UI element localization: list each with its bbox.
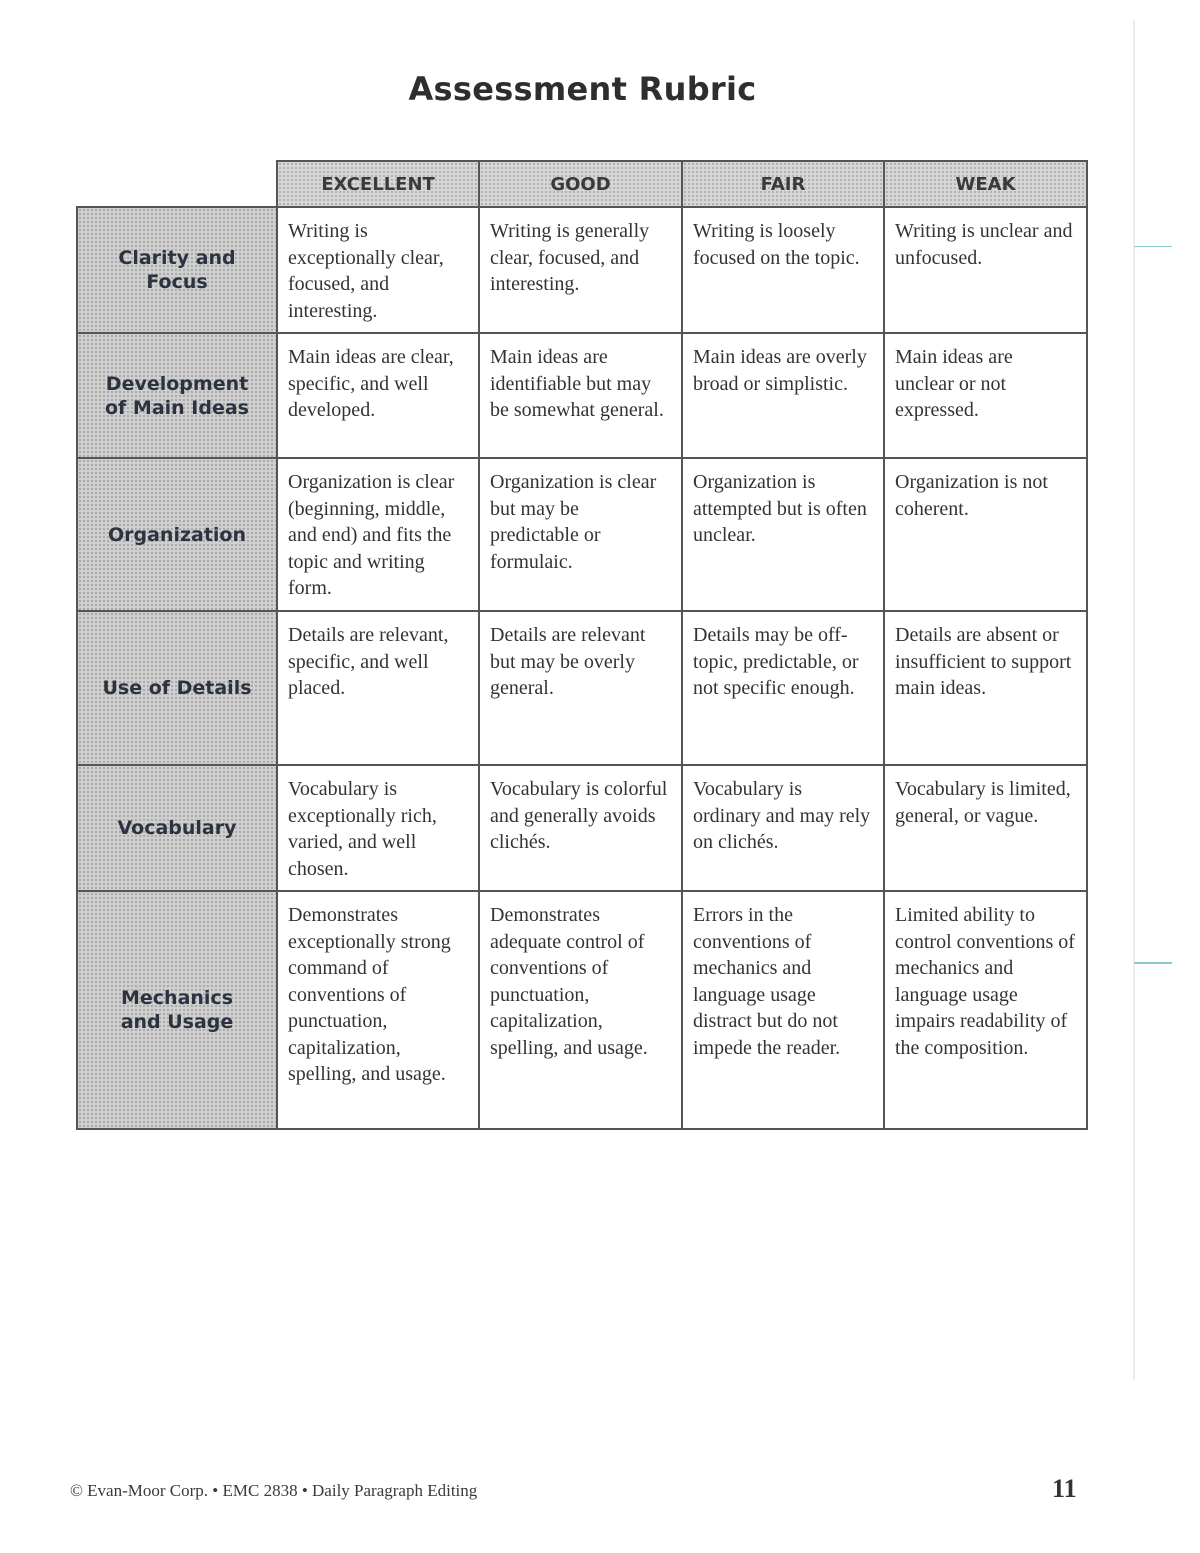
row-header-mechanics (77, 891, 277, 1129)
rubric-header-row (77, 161, 1087, 207)
rubric-cell: Writing is loosely focused on the topic. (682, 207, 884, 333)
rubric-cell: Details are relevant but may be overly general. (479, 611, 682, 765)
rubric-cell: Main ideas are identifiable but may be somewhat general. (479, 333, 682, 458)
rubric-cell: Limited ability to control conventions of mechanics and language usage impairs readability of the composition. (884, 891, 1087, 1129)
column-header-good: GOOD (479, 161, 682, 207)
row-header-clarity (77, 207, 277, 333)
rubric-row-development (77, 333, 1087, 458)
rubric-cell: Writing is generally clear, focused, and interesting. (479, 207, 682, 333)
row-header-line: and Usage (120, 1011, 234, 1033)
rubric-cell: Vocabulary is ordinary and may rely on clichés. (682, 765, 884, 891)
rubric-cell: Organization is clear but may be predictable or formulaic. (479, 458, 682, 611)
row-header-line: of Main Ideas (104, 396, 249, 419)
row-header-organization (77, 458, 277, 611)
row-header-line: Organization (107, 523, 247, 546)
page-edge-line (1133, 20, 1135, 1380)
rubric-cell: Organization is attempted but is often unclear. (682, 458, 884, 611)
column-header-excellent: EXCELLENT (277, 161, 479, 207)
rubric-row-vocabulary (77, 765, 1087, 891)
page-title: Assessment Rubric (408, 70, 757, 108)
row-header-details (77, 611, 277, 765)
rubric-cell: Organization is not coherent. (884, 458, 1087, 611)
rubric-cell: Main ideas are unclear or not expressed. (884, 333, 1087, 458)
rubric-cell: Vocabulary is limited, general, or vague. (884, 765, 1087, 891)
column-header-weak: WEAK (884, 161, 1087, 207)
row-header-line: Vocabulary (117, 817, 237, 839)
rubric-cell: Main ideas are clear, specific, and well developed. (277, 333, 479, 458)
rubric-table (76, 160, 1088, 1130)
row-header-development (77, 333, 277, 458)
rubric-cell: Writing is exceptionally clear, focused, and interesting. (277, 207, 479, 333)
rubric-cell: Demonstrates adequate control of conventions of punctuation, capitalization, spelling, and usage. (479, 891, 682, 1129)
rubric-cell: Details may be off-topic, predictable, or not specific enough. (682, 611, 884, 765)
row-header-line: Mechanics (120, 987, 233, 1009)
row-header-line: Development (105, 372, 249, 395)
row-header-line: Clarity and (118, 247, 236, 269)
rubric-cell: Errors in the conventions of mechanics and language usage distract but do not impede the reader. (682, 891, 884, 1129)
column-header-fair: FAIR (682, 161, 884, 207)
rubric-cell: Organization is clear (beginning, middle, and end) and fits the topic and writing form. (277, 458, 479, 611)
margin-tick-mark (1134, 962, 1172, 964)
corner-cell (77, 161, 277, 207)
rubric-row-clarity (77, 207, 1087, 333)
row-header-vocabulary (77, 765, 277, 891)
row-header-line: Use of Details (102, 677, 252, 699)
footer-credit: © Evan-Moor Corp. • EMC 2838 • Daily Paragraph Editing (70, 1481, 478, 1500)
rubric-cell: Main ideas are overly broad or simplistic. (682, 333, 884, 458)
rubric-cell: Vocabulary is exceptionally rich, varied, and well chosen. (277, 765, 479, 891)
row-header-line: Focus (146, 271, 208, 293)
rubric-cell: Vocabulary is colorful and generally avoids clichés. (479, 765, 682, 891)
rubric-row-details (77, 611, 1087, 765)
rubric-cell: Details are relevant, specific, and well placed. (277, 611, 479, 765)
rubric-row-organization (77, 458, 1087, 611)
rubric-cell: Writing is unclear and unfocused. (884, 207, 1087, 333)
margin-tick-mark (1134, 246, 1172, 247)
rubric-row-mechanics (77, 891, 1087, 1129)
page-number: 11 (1052, 1474, 1077, 1503)
rubric-cell: Details are absent or insufficient to support main ideas. (884, 611, 1087, 765)
rubric-cell: Demonstrates exceptionally strong command of conventions of punctuation, capitalization, spelling, and usage. (277, 891, 479, 1129)
